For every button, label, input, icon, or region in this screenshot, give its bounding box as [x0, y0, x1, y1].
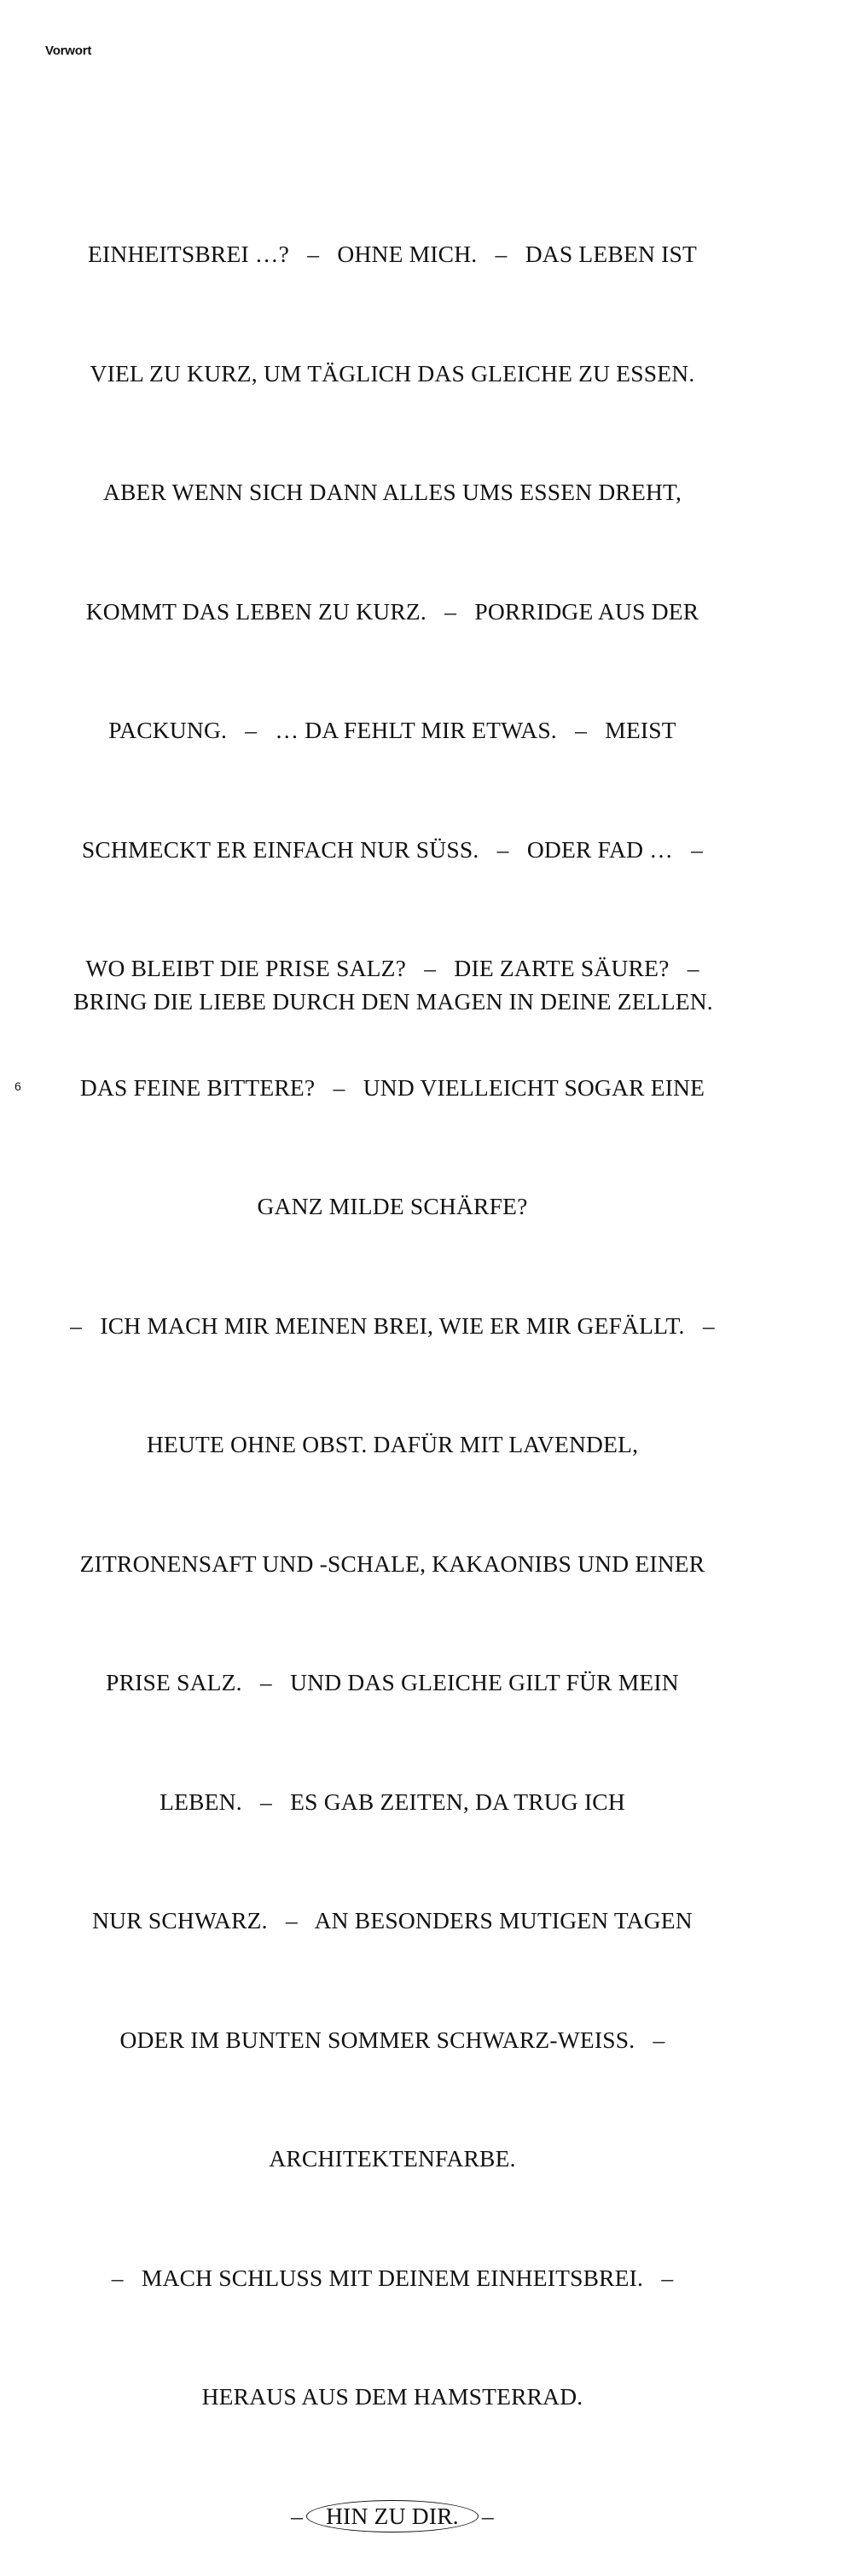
poem-line: PRISE SALZ. – UND DAS GLEICHE GILT FÜR MEIN: [106, 1669, 679, 1695]
poem-line: HERAUS AUS DEM HAMSTERRAD.: [201, 2383, 583, 2410]
poem-line: EINHEITSBREI …? – OHNE MICH. – DAS LEBEN IST: [88, 241, 697, 267]
circled-prefix: –: [291, 2502, 304, 2529]
poem-line: DAS FEINE BITTERE? – UND VIELLEICHT SOGAR EINE: [79, 1073, 705, 1101]
poem-line: LEBEN. – ES GAB ZEITEN, DA TRUG ICH: [160, 1788, 625, 1815]
poem-line: ABER WENN SICH DANN ALLES UMS ESSEN DREHT,: [102, 479, 682, 505]
poem-line: – MACH SCHLUSS MIT DEINEM EINHEITSBREI. –: [111, 2264, 674, 2291]
circled-suffix: –: [481, 2502, 494, 2529]
poem-line: WO BLEIBT DIE PRISE SALZ? – DIE ZARTE SÄURE? –: [85, 955, 699, 981]
poem-line: GANZ MILDE SCHÄRFE?: [257, 1193, 528, 1219]
poem-line: ZITRONENSAFT UND -SCHALE, KAKAONIBS UND EINER: [79, 1550, 705, 1577]
hand-drawn-circle: [306, 2500, 479, 2532]
circled-line: [0, 2497, 785, 2537]
poem-line: ARCHITEKTENFARBE.: [269, 2145, 516, 2172]
poem-line: PACKUNG. – … DA FEHLT MIR ETWAS. – MEIST: [108, 717, 676, 743]
poem-line: HEUTE OHNE OBST. DAFÜR MIT LAVENDEL,: [146, 1431, 639, 1457]
poem-line: NUR SCHWARZ. – AN BESONDERS MUTIGEN TAGEN: [92, 1907, 693, 1933]
poem-text: [0, 155, 785, 2576]
circled-text: HIN ZU DIR.: [326, 2502, 459, 2529]
poem-line: VIEL ZU KURZ, UM TÄGLICH DAS GLEICHE ZU ESSEN.: [90, 359, 695, 387]
section-label: Vorwort: [45, 44, 92, 58]
poem-line: ODER IM BUNTEN SOMMER SCHWARZ-WEISS. –: [119, 2026, 665, 2053]
poem-line: SCHMECKT ER EINFACH NUR SÜSS. – ODER FAD … –: [81, 835, 704, 863]
poem-line: KOMMT DAS LEBEN ZU KURZ. – PORRIDGE AUS DER: [85, 597, 699, 625]
page-number: 6: [15, 1079, 21, 1093]
closing-line: BRING DIE LIEBE DURCH DEN MAGEN IN DEINE ZELLEN.: [73, 988, 713, 1015]
poem-line: – ICH MACH MIR MEINEN BREI, WIE ER MIR GEFÄLLT. –: [70, 1311, 715, 1339]
